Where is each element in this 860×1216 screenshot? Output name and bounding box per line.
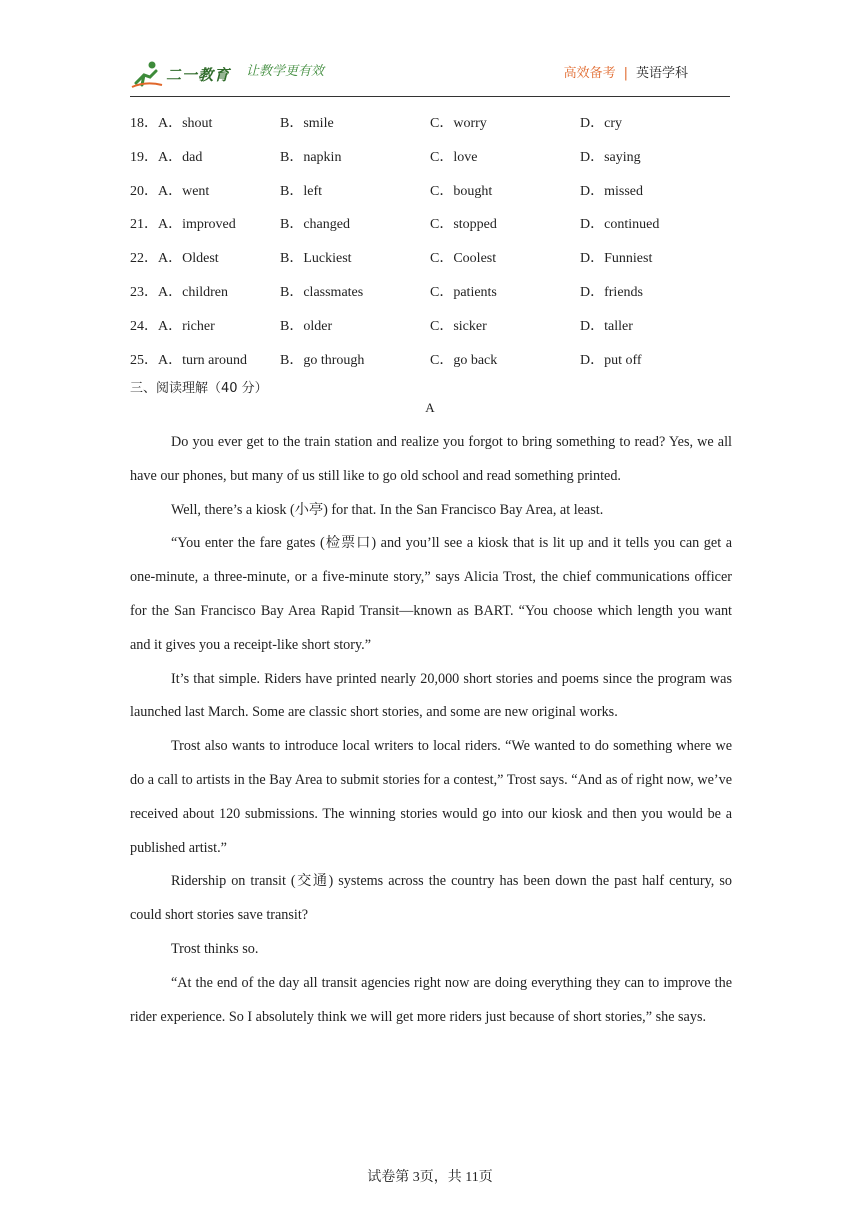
option-d: D．friends (580, 284, 643, 300)
header-separator: | (623, 66, 628, 81)
option-c: C．go back (430, 352, 498, 368)
page-header (130, 56, 730, 96)
option-c: C．bought (430, 183, 493, 199)
question-row (130, 247, 730, 281)
question-row (130, 146, 730, 180)
option-c: C．sicker (430, 318, 487, 334)
answer-options (130, 112, 730, 382)
section-title: 三、阅读理解（40 分） (130, 381, 268, 396)
option-d: D．cry (580, 116, 622, 131)
paragraph: Trost also wants to introduce local writers to local riders. “We wanted to do something where we do a call to artists in the Bay Area to submit stories for a contest,” Trost says. “And as of right now, we’ve received about 120 submissions. The winning stories would go into our kiosk and then you would be a published artist.” (130, 738, 732, 856)
option-b: B．changed (280, 217, 350, 233)
question-row (130, 180, 730, 214)
option-a: 24．A．richer (130, 318, 215, 334)
tagline: 高效备考 (563, 66, 616, 81)
question-row (130, 281, 730, 315)
question-row (130, 315, 730, 349)
slogan: 让教学更有效 (246, 64, 325, 79)
option-c: C．love (430, 149, 478, 165)
option-a: 21．A．improved (130, 217, 236, 233)
option-a: 22．A．Oldest (130, 251, 219, 267)
option-a: 20．A．went (130, 183, 210, 199)
paragraph: Do you ever get to the train station and realize you forgot to bring something to read? Yes, we all have our phones, but many of us still like to go old school and read something printed. (130, 434, 732, 484)
header-right (564, 62, 688, 81)
logo (130, 56, 230, 92)
option-d: D．missed (580, 183, 643, 199)
question-row (130, 213, 730, 247)
passage-label: A (425, 400, 435, 415)
option-d: D．saying (580, 149, 641, 165)
paragraph: “You enter the fare gates (检票口) and you’ll see a kiosk that is lit up and it tells you can get a one-minute, a three-minute, or a five-minute story,” says Alicia Trost, the chief communications officer for the San Francisco Bay Area Rapid Transit—known as BART. “You choose which length you want and it gives you a receipt-like short story.” (130, 535, 732, 653)
subject-label: 英语学科 (635, 66, 688, 81)
option-d: D．put off (580, 352, 642, 368)
paragraph: “At the end of the day all transit agencies right now are doing everything they can to improve the rider experience. So I absolutely think we will get more riders just because of short stories,” she says. (130, 974, 732, 1025)
option-b: B．napkin (280, 149, 342, 165)
option-b: B．smile (280, 116, 334, 131)
option-a: 25．A．turn around (130, 352, 248, 368)
logo-text: 二一教育 (166, 65, 231, 84)
option-c: C．Coolest (430, 251, 497, 267)
page-footer: 试卷第 3页，共 11页 (367, 1170, 493, 1185)
paragraph: It’s that simple. Riders have printed nearly 20,000 short stories and poems since the program was launched last March. Some are classic short stories, and some are new original works. (130, 670, 732, 721)
option-b: B．older (280, 318, 333, 334)
reading-passage (130, 426, 732, 1034)
option-c: C．worry (430, 116, 487, 131)
question-row (130, 112, 730, 146)
paragraph: Well, there’s a kiosk (小亭) for that. In the San Francisco Bay Area, at least. (171, 501, 604, 518)
option-b: B．left (280, 183, 322, 199)
option-b: B．Luckiest (280, 251, 352, 267)
option-d: D．taller (580, 318, 633, 334)
option-b: B．classmates (280, 284, 364, 300)
option-a: 23．A．children (130, 284, 228, 300)
option-a: 18．A．shout (130, 116, 213, 131)
option-d: D．continued (580, 217, 660, 233)
option-b: B．go through (280, 352, 365, 368)
runner-logo-icon (130, 59, 164, 89)
option-c: C．patients (430, 284, 497, 300)
paragraph: Trost thinks so. (171, 940, 259, 957)
paragraph: Ridership on transit (交通) systems across the country has been down the past half century, so could short stories save transit? (130, 873, 732, 924)
header-divider (130, 96, 730, 97)
option-a: 19．A．dad (130, 149, 203, 165)
option-d: D．Funniest (580, 251, 653, 267)
option-c: C．stopped (430, 217, 497, 233)
